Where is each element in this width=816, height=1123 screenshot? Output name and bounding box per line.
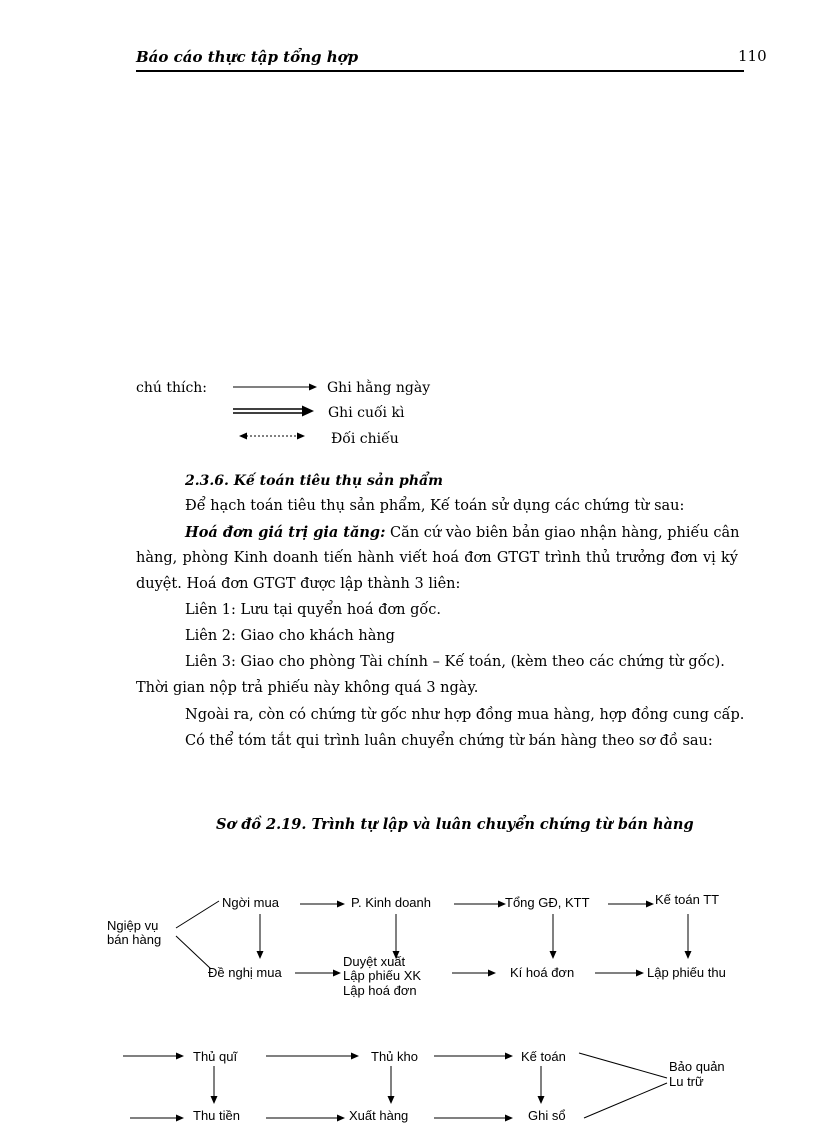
node-approve-line-3: Lập hoá đơn [343, 983, 417, 998]
vat-line-2: hàng, phòng Kinh doanh tiến hành viết hoá đơn GTGT trình thủ trưởng đơn vị ký [136, 550, 738, 566]
vat-label: Hoá đơn giá trị gia tăng: [185, 524, 386, 541]
node-buyer: Ngời mua [222, 895, 279, 910]
copy-3: Liên 3: Giao cho phòng Tài chính – Kế toán, (kèm theo các chứng từ gốc). [185, 654, 725, 670]
copy-1: Liên 1: Lưu tại quyển hoá đơn gốc. [185, 602, 441, 618]
node-record-books: Ghi sổ [528, 1108, 566, 1123]
node-start-line-1: Ngiệp vụ [107, 918, 159, 933]
legend-daily-label: Ghi hằng ngày [327, 380, 431, 396]
branch-to-request [176, 936, 211, 969]
line-record-archive [584, 1083, 667, 1118]
node-approve-line-1: Duyệt xuất [343, 954, 406, 969]
node-storekeeper: Thủ kho [371, 1049, 418, 1064]
vat-line-1 [185, 524, 738, 541]
node-issue-goods: Xuất hàng [349, 1108, 409, 1123]
node-purchase-request: Đề nghị mua [208, 965, 282, 980]
copy-2: Liên 2: Giao cho khách hàng [185, 628, 395, 644]
node-director: Tổng GĐ, KTT [505, 895, 590, 910]
line-accountant-archive [579, 1053, 667, 1078]
legend-period-end-label: Ghi cuối kì [328, 405, 405, 421]
legend-caption: chú thích: [136, 380, 208, 396]
intro-paragraph: Để hạch toán tiêu thụ sản phẩm, Kế toán sử dụng các chứng từ sau: [185, 498, 685, 514]
legend-reconcile-label: Đối chiếu [331, 431, 399, 447]
page-header-title: Báo cáo thực tập tổng hợp [136, 48, 359, 66]
node-approve-line-2: Lập phiếu XK [343, 968, 422, 983]
summary-text: Có thể tóm tắt qui trình luân chuyển chứng từ bán hàng theo sơ đồ sau: [185, 733, 713, 749]
deadline-text: Thời gian nộp trả phiếu này không quá 3 ngày. [136, 680, 479, 696]
node-archive-line-2: Lu trữ [669, 1074, 704, 1089]
node-cashier-accountant: Kế toán TT [655, 892, 720, 907]
legend-period-end-head [302, 406, 314, 417]
node-collect-cash: Thu tiền [193, 1108, 240, 1123]
node-sales-dept: P. Kinh doanh [351, 895, 431, 910]
node-archive-line-1: Bảo quản [669, 1059, 725, 1074]
vat-line-3: duyệt. Hoá đơn GTGT được lập thành 3 liên: [136, 576, 461, 592]
vat-line-1-text: Căn cứ vào biên bản giao nhận hàng, phiếu cân [390, 525, 740, 541]
page-number: 110 [738, 47, 767, 65]
diagram-caption: Sơ đồ 2.19. Trình tự lập và luân chuyển chứng từ bán hàng [216, 816, 694, 833]
header-rule [136, 70, 744, 72]
section-heading: 2.3.6. Kế toán tiêu thụ sản phẩm [185, 473, 443, 489]
node-start-line-2: bán hàng [107, 932, 162, 947]
node-sign-invoice: Kí hoá đơn [510, 965, 575, 980]
node-treasurer: Thủ quĩ [193, 1049, 238, 1064]
other-docs-text: Ngoài ra, còn có chứng từ gốc như hợp đồng mua hàng, hợp đồng cung cấp. [185, 707, 745, 723]
node-accountant: Kế toán [521, 1049, 566, 1064]
branch-to-buyer [176, 901, 219, 928]
node-receipt-voucher: Lập phiếu thu [647, 965, 726, 980]
